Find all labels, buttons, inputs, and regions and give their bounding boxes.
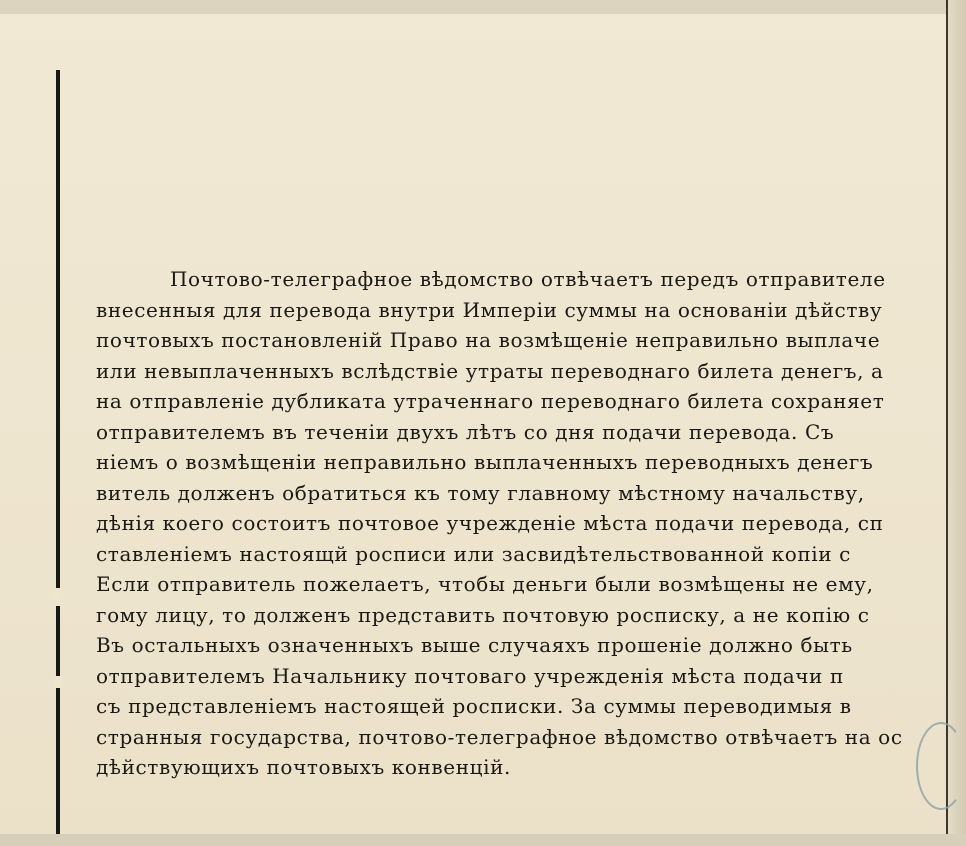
text-line: ніемъ о возмѣщеніи неправильно выплаченныхъ переводныхъ денегъ [96, 450, 874, 474]
text-line: внесенныя для перевода внутри Имперіи суммы на основаніи дѣйству [96, 297, 883, 322]
margin-rule [56, 70, 60, 840]
scan-top-margin [0, 0, 966, 14]
body-text [96, 264, 932, 783]
text-line: на отправленіе дубликата утраченнаго переводнаго билета сохраняет [96, 389, 885, 413]
text-line: витель долженъ обратиться къ тому главному мѣстному начальству, [96, 480, 865, 505]
text-line: странныя государства, почтово-телеграфное вѣдомство отвѣчаетъ на ос [96, 724, 903, 749]
margin-rule-gap [54, 588, 62, 606]
stamp-arc-mark [916, 722, 966, 810]
margin-rule-gap [54, 676, 62, 688]
text-line: отправителемъ въ теченіи двухъ лѣтъ со дня подачи перевода. Съ [96, 419, 835, 444]
text-line: дѣйствующихъ почтовыхъ конвенцій. [96, 755, 511, 779]
text-line: ставленіемъ настоящ͏й росписи или засвидѣтельствованной копіи с [96, 541, 851, 566]
text-line: съ представленіемъ настоящей росписки. За суммы переводимыя в [96, 694, 852, 718]
text-line: или невыплаченныхъ вслѣдствіе утраты переводнаго билета денегъ, а [96, 358, 884, 383]
page-right-edge [946, 0, 966, 846]
text-line: дѣнія коего состоитъ почтовое учрежденіе мѣста подачи перевода, сп [96, 511, 884, 535]
text-line: гому лицу, то долженъ представить почтовую росписку, а не копію с [96, 602, 870, 627]
scan-bottom-margin [0, 834, 966, 846]
text-line: Если отправитель пожелаетъ, чтобы деньги были возмѣщены не ему, [96, 572, 874, 596]
text-line: Почтово-телеграфное вѣдомство отвѣчаетъ передъ отправителе [170, 267, 886, 291]
text-line: почтовыхъ постановленій Право на возмѣщеніе неправильно выплаче [96, 328, 881, 352]
text-line: отправителемъ Начальнику почтоваго учрежденія мѣста подачи п [96, 663, 844, 688]
text-line: Въ остальныхъ означенныхъ выше случаяхъ прошеніе должно быть [96, 633, 853, 657]
